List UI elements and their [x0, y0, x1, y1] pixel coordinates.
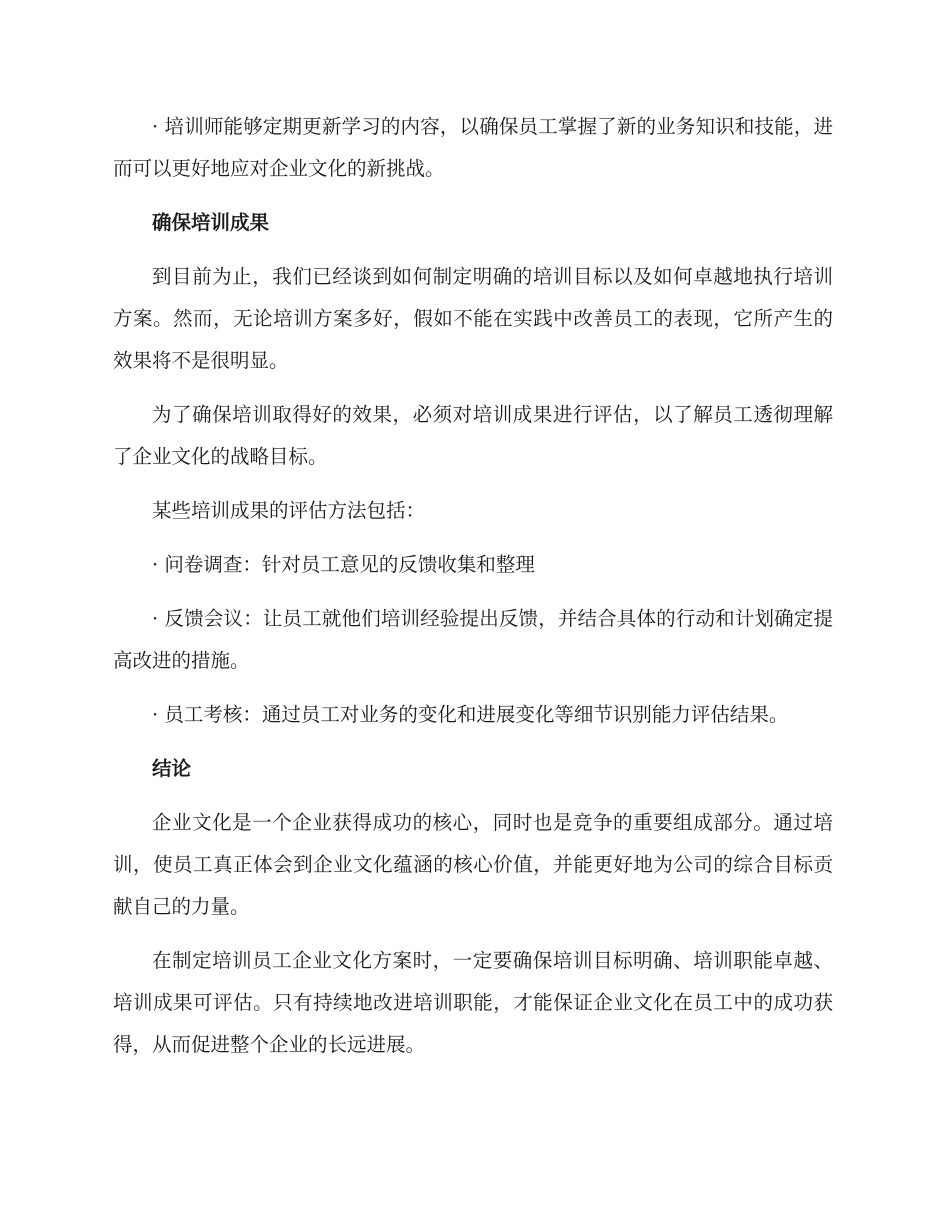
bullet-trainer-updates: · 培训师能够定期更新学习的内容，以确保员工掌握了新的业务知识和技能，进而可以更好地应对企业文化的新挑战。 — [113, 115, 833, 180]
paragraph-conclusion-1: 企业文化是一个企业获得成功的核心，同时也是竞争的重要组成部分。通过培训，使员工真正体会到企业文化蕴涵的核心价值，并能更好地为公司的综合目标贡献自己的力量。 — [113, 811, 833, 918]
bullet-employee-assessment: · 员工考核：通过员工对业务的变化和进展变化等细节识别能力评估结果。 — [152, 703, 789, 726]
section-heading-conclusion: 结论 — [152, 757, 192, 780]
bullet-feedback-meeting: · 反馈会议：让员工就他们培训经验提出反馈，并结合具体的行动和计划确定提高改进的措施。 — [113, 607, 833, 672]
paragraph-intro-results: 到目前为止，我们已经谈到如何制定明确的培训目标以及如何卓越地执行培训方案。然而，无论培训方案多好，假如不能在实践中改善员工的表现，它所产生的效果将不是很明显。 — [113, 265, 833, 372]
paragraph-evaluation-need: 为了确保培训取得好的效果，必须对培训成果进行评估，以了解员工透彻理解了企业文化的战略目标。 — [113, 403, 833, 468]
section-heading-ensure-results: 确保培训成果 — [152, 211, 270, 234]
paragraph-methods-intro: 某些培训成果的评估方法包括： — [152, 499, 426, 522]
paragraph-conclusion-2: 在制定培训员工企业文化方案时，一定要确保培训目标明确、培训职能卓越、培训成果可评估。只有持续地改进培训职能，才能保证企业文化在员工中的成功获得，从而促进整个企业的长远进展。 — [113, 949, 833, 1056]
bullet-questionnaire: · 问卷调查：针对员工意见的反馈收集和整理 — [152, 553, 535, 576]
document-body — [113, 106, 833, 1078]
